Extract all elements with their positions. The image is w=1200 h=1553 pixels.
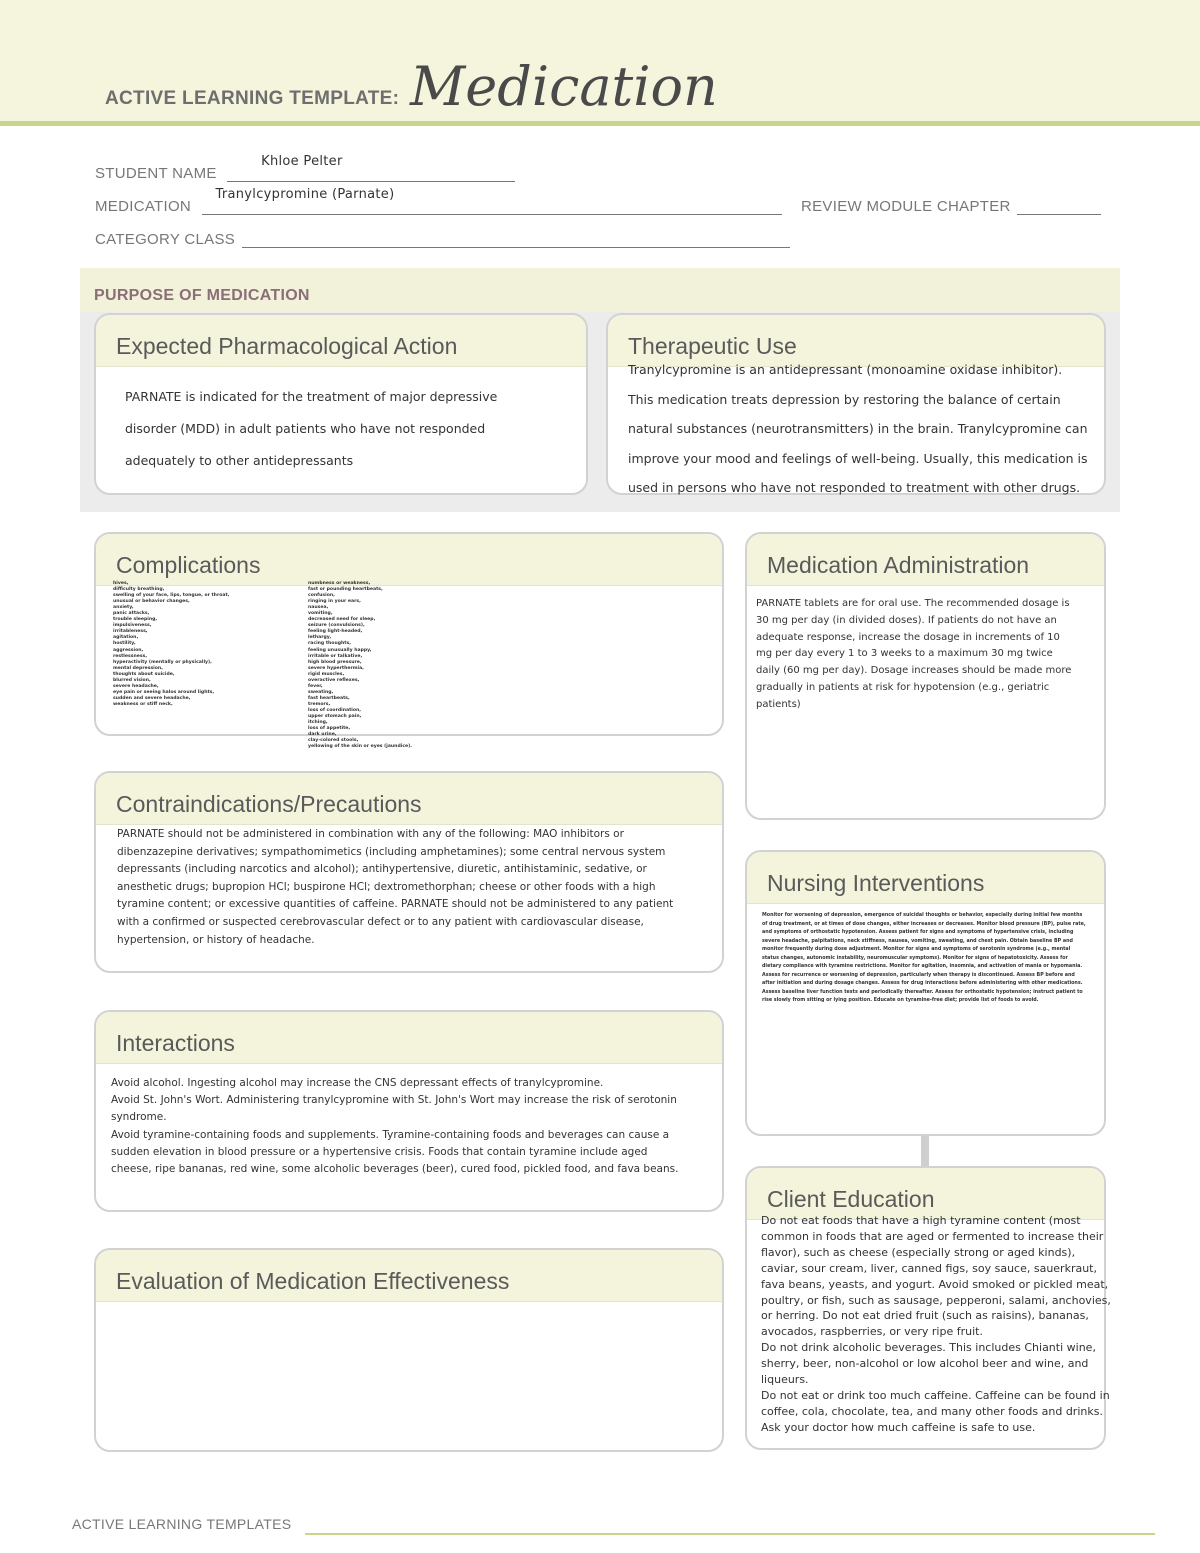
student-name-line[interactable] <box>227 154 515 182</box>
complication-item: unusual or behavior changes, <box>113 599 190 605</box>
category-class-line[interactable] <box>242 232 790 248</box>
complication-item: loss of coordination, <box>308 707 362 713</box>
complication-item: yellowing of the skin or eyes (jaundice). <box>308 744 413 750</box>
evaluation-title: Evaluation of Medication Effectiveness <box>116 1268 510 1294</box>
complication-item: difficulty breathing, <box>113 587 165 593</box>
complication-item: restlessness, <box>113 653 148 659</box>
complication-item: thoughts about suicide, <box>113 671 175 677</box>
complication-item: dark urine, <box>308 732 337 738</box>
complication-item: rigid muscles, <box>308 671 345 677</box>
student-name-label: STUDENT NAME <box>95 165 217 182</box>
complication-item: confusion, <box>308 593 335 599</box>
complication-item: feeling unusually happy, <box>308 647 372 653</box>
complication-item: weakness or stiff neck, <box>113 701 173 707</box>
medication-line[interactable] <box>202 187 782 215</box>
complication-item: hyperactivity (mentally or physically), <box>113 659 212 665</box>
nursing-text[interactable]: Monitor for worsening of depression, emergence of suicidal thoughts or behavior, especially during initial few months of drug treatment, or at times of dose changes, either increases or decreases. Monitor blood pressure (BP), pulse rate, and symptoms of orthostatic hypotension. Assess patient for signs and symptoms of hypertensive crisis, including severe headache, palpitations, neck stiffness, nausea, vomiting, sweating, and chest pain. Obtain baseline BP and monitor frequently during dose adjustment. Monitor for signs and symptoms of serotonin syndrome (e.g., mental status changes, autonomic instability, neuromuscular symptoms). Monitor for signs of hepatotoxicity. Assess for dietary compliance with tyramine restrictions. Monitor for agitation, insomnia, and activation of mania or hypomania. Assess for recurrence or worsening of depression, particularly when therapy is discontinued. Assess BP before and after initiation and during dosage changes. Assess for drug interactions before administering with other medications. Assess baseline liver function tests and periodically thereafter. Assess for orthostatic hypotension; instruct patient to rise slowly from sitting or lying position. Educate on tyramine-free diet; provide list of foods to avoid. <box>762 913 1086 1004</box>
complication-item: aggression, <box>113 647 144 653</box>
complication-item: numbness or weakness, <box>308 581 371 586</box>
complication-item: irritable or talkative, <box>308 653 363 659</box>
complication-item: decreased need for sleep, <box>308 617 376 623</box>
complications-column-2 <box>308 581 508 750</box>
category-class-field <box>95 231 790 248</box>
template-label: ACTIVE LEARNING TEMPLATE: <box>105 88 400 109</box>
client-education-text[interactable] <box>761 1213 1111 1436</box>
complications-list[interactable] <box>113 581 713 750</box>
complication-item: panic attacks, <box>113 611 150 617</box>
complications-column-1 <box>113 581 288 750</box>
complication-item: eye pain or seeing halos around lights, <box>113 689 215 695</box>
complication-item: ringing in your ears, <box>308 599 361 605</box>
medication-field <box>95 187 782 215</box>
student-name-field <box>95 154 515 182</box>
footer-label: ACTIVE LEARNING TEMPLATES <box>72 1516 292 1532</box>
complication-item: impulsiveness, <box>113 623 152 629</box>
contraindications-box <box>94 771 724 973</box>
complication-item: overactive reflexes, <box>308 677 360 683</box>
evaluation-box <box>94 1248 724 1452</box>
complication-item: severe hyperthermia, <box>308 665 364 671</box>
purpose-label: PURPOSE OF MEDICATION <box>94 287 310 304</box>
complication-item: nausea, <box>308 605 329 611</box>
administration-box <box>745 532 1106 820</box>
complication-item: feeling light-headed, <box>308 629 363 635</box>
complication-item: mental depression, <box>113 665 163 671</box>
client-education-title: Client Education <box>767 1186 935 1212</box>
review-module-field <box>801 198 1101 215</box>
complication-item: clay-colored stools, <box>308 738 359 744</box>
complication-item: swelling of your face, lips, tongue, or throat, <box>113 593 230 599</box>
administration-text[interactable]: PARNATE tablets are for oral use. The recommended dosage is 30 mg per day (in divided doses). If patients do not have an adequate response, increase the dosage in increments of 10 mg per day every 1 to 3 weeks to a maximum 30 mg twice daily (60 mg per day). Dosage increases should be made more gradually in patients at risk for hypotension (e.g., geriatric patients) <box>756 598 1072 710</box>
education-line: Do not drink alcoholic beverages. This includes Chianti wine, sherry, beer, non-alcohol or low alcohol beer and wine, and liqueurs. <box>761 1341 1096 1387</box>
interaction-line: Avoid St. John's Wort. Administering tranylcypromine with St. John's Wort may increase the risk of serotonin syndrome. <box>111 1094 677 1124</box>
complications-box <box>94 532 724 750</box>
footer-divider <box>305 1533 1155 1535</box>
complication-item: loss of appetite, <box>308 726 351 732</box>
interaction-line: Avoid alcohol. Ingesting alcohol may increase the CNS depressant effects of tranylcypromine. <box>111 1077 604 1089</box>
therapeutic-use-title: Therapeutic Use <box>628 333 797 359</box>
expected-action-title: Expected Pharmacological Action <box>116 333 458 359</box>
complication-item: trouble sleeping, <box>113 617 158 623</box>
expected-action-text[interactable]: PARNATE is indicated for the treatment of major depressive disorder (MDD) in adult patients who have not responded adequately to other antidepressants <box>125 389 498 468</box>
expected-action-box <box>94 313 588 495</box>
complication-item: sweating, <box>308 689 334 695</box>
contraindications-text[interactable]: PARNATE should not be administered in combination with any of the following: MAO inhibitors or dibenzazepine derivatives; sympathomimetics (including amphetamines); some central nervous system depressants (including narcotics and alcohol); antihypertensive, diuretic, antihistaminic, sedative, or anesthetic drugs; bupropion HCl; buspirone HCl; dextromethorphan; cheese or other foods with a high tyramine content; or excessive quantities of caffeine. PARNATE should not be administered to any patient with a confirmed or suspected cerebrovascular defect or to any patient with cardiovascular disease, hypertension, or history of headache. <box>117 828 674 946</box>
complication-item: hostility, <box>113 641 136 647</box>
complication-item: fast heartbeats, <box>308 695 350 701</box>
medication-label: MEDICATION <box>95 198 192 215</box>
complication-item: irritableness, <box>113 629 148 635</box>
connector-bar <box>921 1136 929 1168</box>
education-line: Do not eat or drink too much caffeine. Caffeine can be found in coffee, cola, chocolate, tea, and many other foods and drinks. Ask your doctor how much caffeine is safe to use. <box>761 1388 1110 1434</box>
education-line: Do not eat foods that have a high tyramine content (most common in foods that are aged or fermented to increase their flavor), such as cheese (especially strong or aged kinds), caviar, sour cream, liver, canned figs, soy sauce, sauerkraut, fava beans, yeasts, and yogurt. Avoid smoked or pickled meat, poultry, or fish, such as sausage, pepperoni, salami, anchovies, or herring. Do not eat dried fruit (such as raisins), bananas, avocados, raspberries, or very ripe fruit. <box>761 1214 1111 1339</box>
interactions-title: Interactions <box>116 1030 235 1056</box>
interactions-text[interactable] <box>111 1075 691 1178</box>
nursing-title: Nursing Interventions <box>767 870 985 896</box>
complications-title: Complications <box>116 552 261 578</box>
complication-item: racing thoughts, <box>308 641 351 647</box>
complication-item: sudden and severe headache, <box>113 695 191 701</box>
interactions-box <box>94 1010 724 1212</box>
complication-item: tremors, <box>308 701 331 707</box>
complication-item: fast or pounding heartbeats, <box>308 587 383 593</box>
category-class-label: CATEGORY CLASS <box>95 231 236 248</box>
complication-item: high blood pressure, <box>308 659 362 665</box>
therapeutic-use-text[interactable]: Tranylcypromine is an antidepressant (monoamine oxidase inhibitor). This medication treats depression by restoring the balance of certain natural substances (neurotransmitters) in the brain. Tranylcypromine can improve your mood and feelings of well-being. Usually, this medication is used in persons who have not responded to treatment with other drugs. <box>628 362 1088 495</box>
client-education-box <box>745 1166 1111 1450</box>
header-divider <box>0 121 1200 126</box>
complication-item: itching, <box>308 720 328 726</box>
complication-item: agitation, <box>113 635 139 641</box>
complication-item: fever, <box>308 683 323 689</box>
complication-item: hives, <box>113 581 129 586</box>
complication-item: blurred vision, <box>113 677 151 683</box>
administration-title: Medication Administration <box>767 552 1030 578</box>
medication-value: Tranylcypromine (Parnate) <box>215 187 395 202</box>
complication-item: upper stomach pain, <box>308 714 362 720</box>
contraindications-title: Contraindications/Precautions <box>116 791 422 817</box>
complication-item: seizure (convulsions), <box>308 623 365 629</box>
complication-item: lethargy, <box>308 635 332 641</box>
interaction-line: Avoid tyramine-containing foods and supplements. Tyramine-containing foods and beverages can cause a sudden elevation in blood pressure or a hypertensive crisis. Foods that contain tyramine include aged cheese, ripe bananas, red wine, some alcoholic beverages (beer), cured food, pickled food, and fava beans. <box>111 1128 679 1176</box>
complication-item: severe headache, <box>113 683 159 689</box>
page-title: Medication <box>410 55 718 118</box>
complication-item: vomiting, <box>308 611 333 617</box>
review-module-label: REVIEW MODULE CHAPTER <box>801 198 1011 215</box>
nursing-box <box>745 850 1106 1136</box>
review-module-line[interactable] <box>1017 199 1101 215</box>
therapeutic-use-box <box>606 313 1106 495</box>
complication-item: anxiety, <box>113 605 134 611</box>
student-name-value: Khloe Pelter <box>261 154 343 169</box>
